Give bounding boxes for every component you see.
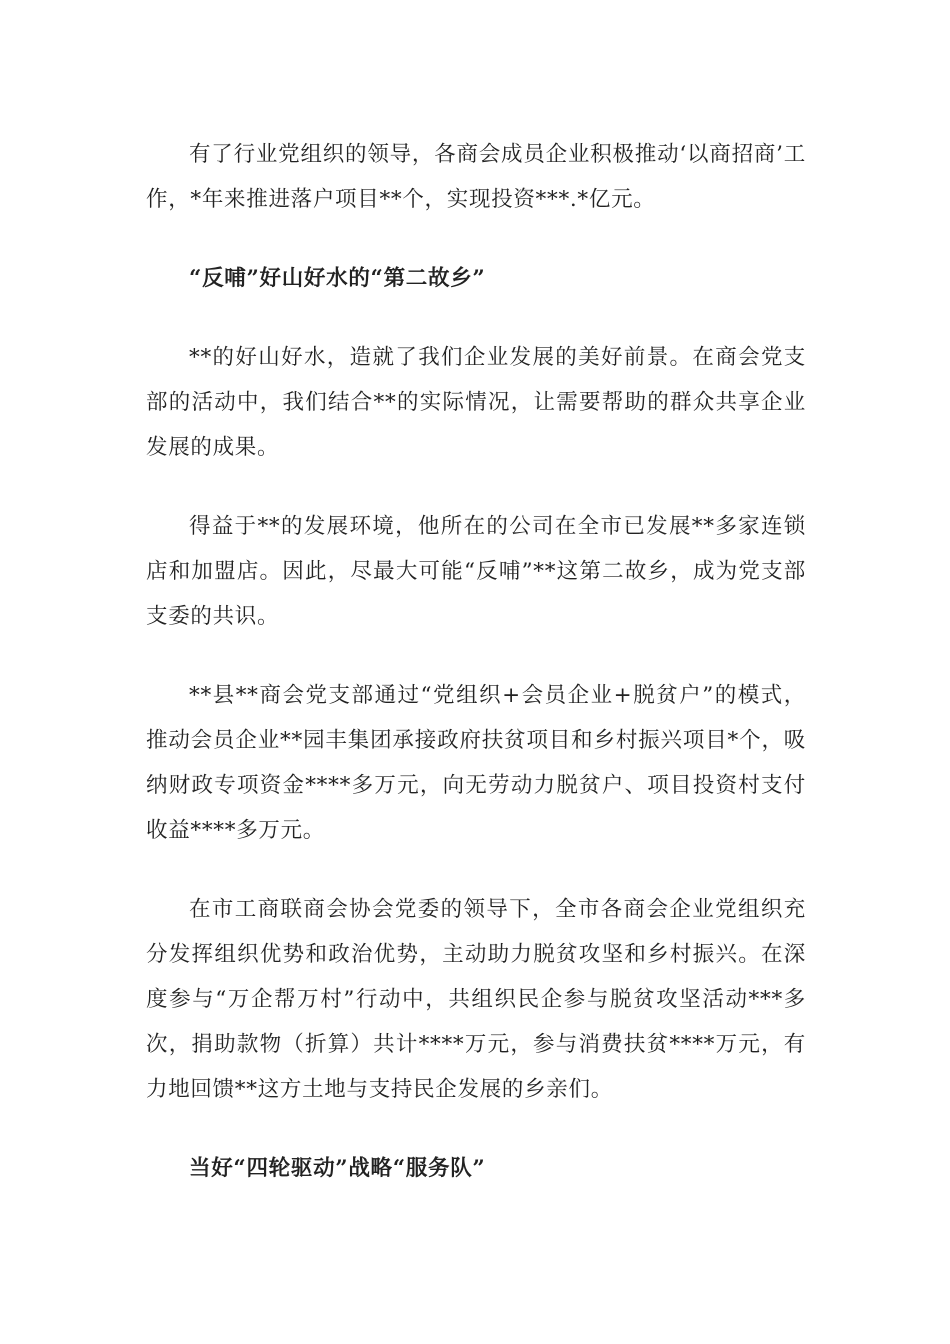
paragraph-investment: 有了行业党组织的领导，各商会成员企业积极推动‘以商招商’工作，*年来推进落户项目**个，实现投资***.*亿元。 (146, 142, 806, 212)
paragraph-poverty-alleviation: 在市工商联商会协会党委的领导下，全市各商会企业党组织充分发挥组织优势和政治优势，主动助力脱贫攻坚和乡村振兴。在深度参与“万企帮万村”行动中，共组织民企参与脱贫攻坚活动***多次，捐助款物（折算）共计****万元，参与消费扶贫****万元，有力地回馈**这方土地与支持民企发展的乡亲们。 (146, 897, 806, 1102)
paragraph-development-environment: 得益于**的发展环境，他所在的公司在全市已发展**多家连锁店和加盟店。因此，尽最大可能“反哺”**这第二故乡，成为党支部支委的共识。 (146, 514, 806, 629)
paragraph-good-scenery: **的好山好水，造就了我们企业发展的美好前景。在商会党支部的活动中，我们结合**的实际情况，让需要帮助的群众共享企业发展的成果。 (146, 345, 806, 460)
document-body (146, 132, 806, 1225)
section-heading-second-hometown: “反哺”好山好水的“第二故乡” (189, 266, 486, 291)
section-heading-service-team: 当好“四轮驱动”战略“服务队” (189, 1156, 486, 1181)
paragraph-party-branch-model: **县**商会党支部通过“党组织+会员企业+脱贫户”的模式，推动会员企业**园丰集团承接政府扶贫项目和乡村振兴项目*个，吸纳财政专项资金****多万元，向无劳动力脱贫户、项目投资村支付收益****多万元。 (146, 683, 806, 843)
